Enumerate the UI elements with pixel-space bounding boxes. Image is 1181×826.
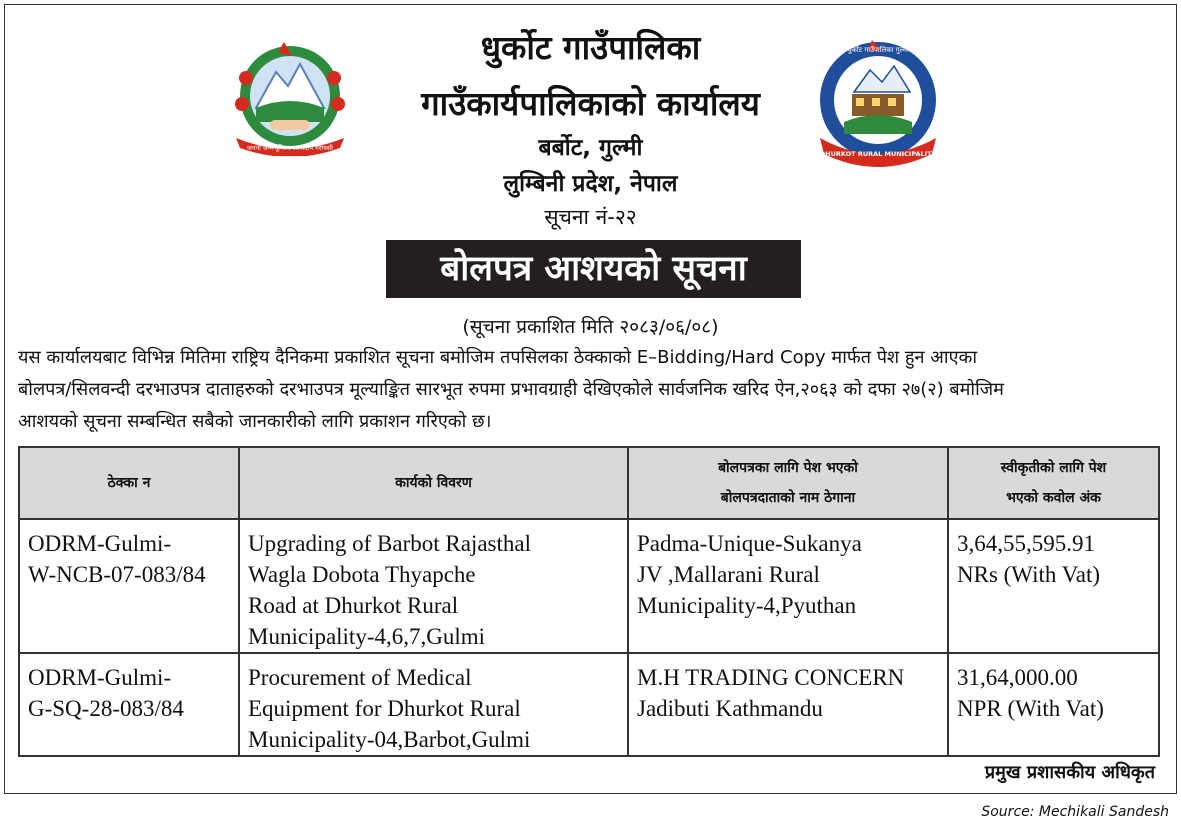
col-header-description: कार्यको विवरण: [239, 447, 628, 519]
body-paragraph-line-1: यस कार्यालयबाट विभिन्न मितिमा राष्ट्रिय दैनिकमा प्रकाशित सूचना बमोजिम तपसिलका ठेक्काको E–Bidding/Hard Copy मार्फत पेश हुन आएका: [18, 347, 978, 368]
col-header-amount: स्वीकृतीको लागि पेश भएको कवोल अंक: [948, 447, 1159, 519]
address-line-1: बर्बोट, गुल्मी: [538, 135, 643, 161]
cell-contract-no: ODRM-Gulmi- G-SQ-28-083/84: [19, 653, 239, 756]
logo-bottom-text: DHURKOT RURAL MUNICIPALITY: [819, 150, 937, 158]
table-row: [19, 519, 1159, 653]
signature-title: प्रमुख प्रशासकीय अधिकृत: [984, 762, 1155, 783]
source-credit: Source: Mechikali Sandesh: [981, 804, 1169, 820]
body-paragraph-line-3: आशयको सूचना सम्बन्धित सबैको जानकारीको लागि प्रकाशन गरिएको छ।: [18, 411, 492, 432]
address-line-2: लुम्बिनी प्रदेश, नेपाल: [503, 171, 678, 197]
office-subtitle: गाउँकार्यपालिकाको कार्यालय: [421, 84, 760, 123]
cell-bidder: Padma-Unique-Sukanya JV ,Mallarani Rural Municipality-4,Pyuthan: [628, 519, 948, 653]
body-paragraph-line-2: बोलपत्र/सिलवन्दी दरभाउपत्र दाताहरुको दरभाउपत्र मूल्याङ्कित सारभूत रुपमा प्रभावग्राही देखिएकोले सार्वजनिक खरिद ऐन,२०६३ को दफा २७(२) बमोजिम: [18, 379, 1004, 400]
cell-description: Procurement of Medical Equipment for Dhurkot Rural Municipality-04,Barbot,Gulmi: [239, 653, 628, 756]
col-header-contract-no: ठेक्का न: [19, 447, 239, 519]
tender-table: [18, 446, 1160, 757]
emblem-motto: जननी जन्मभूमिश्च स्वर्गादपि गरीयसी: [247, 144, 333, 152]
notice-number: सूचना नं-२२: [544, 205, 637, 229]
cell-bidder: M.H TRADING CONCERN Jadibuti Kathmandu: [628, 653, 948, 756]
cell-amount: 31,64,000.00 NPR (With Vat): [948, 653, 1159, 756]
publication-date: (सूचना प्रकाशित मिति २०८३/०६/०८): [462, 316, 719, 338]
office-name: धुर्कोट गाउँपालिका: [480, 28, 701, 67]
table-row: [19, 653, 1159, 756]
cell-amount: 3,64,55,595.91 NRs (With Vat): [948, 519, 1159, 653]
cell-description: Upgrading of Barbot Rajasthal Wagla Dobota Thyapche Road at Dhurkot Rural Municipality-4,6,7,Gulmi: [239, 519, 628, 653]
notice-title-banner: बोलपत्र आशयको सूचना: [386, 240, 801, 298]
logo-top-text: धुर्कोट गाउँपालिका गुल्मी: [847, 46, 909, 54]
table-header-row: [19, 447, 1159, 519]
col-header-bidder: बोलपत्रका लागि पेश भएको बोलपत्रदाताको नाम ठेगाना: [628, 447, 948, 519]
cell-contract-no: ODRM-Gulmi- W-NCB-07-083/84: [19, 519, 239, 653]
